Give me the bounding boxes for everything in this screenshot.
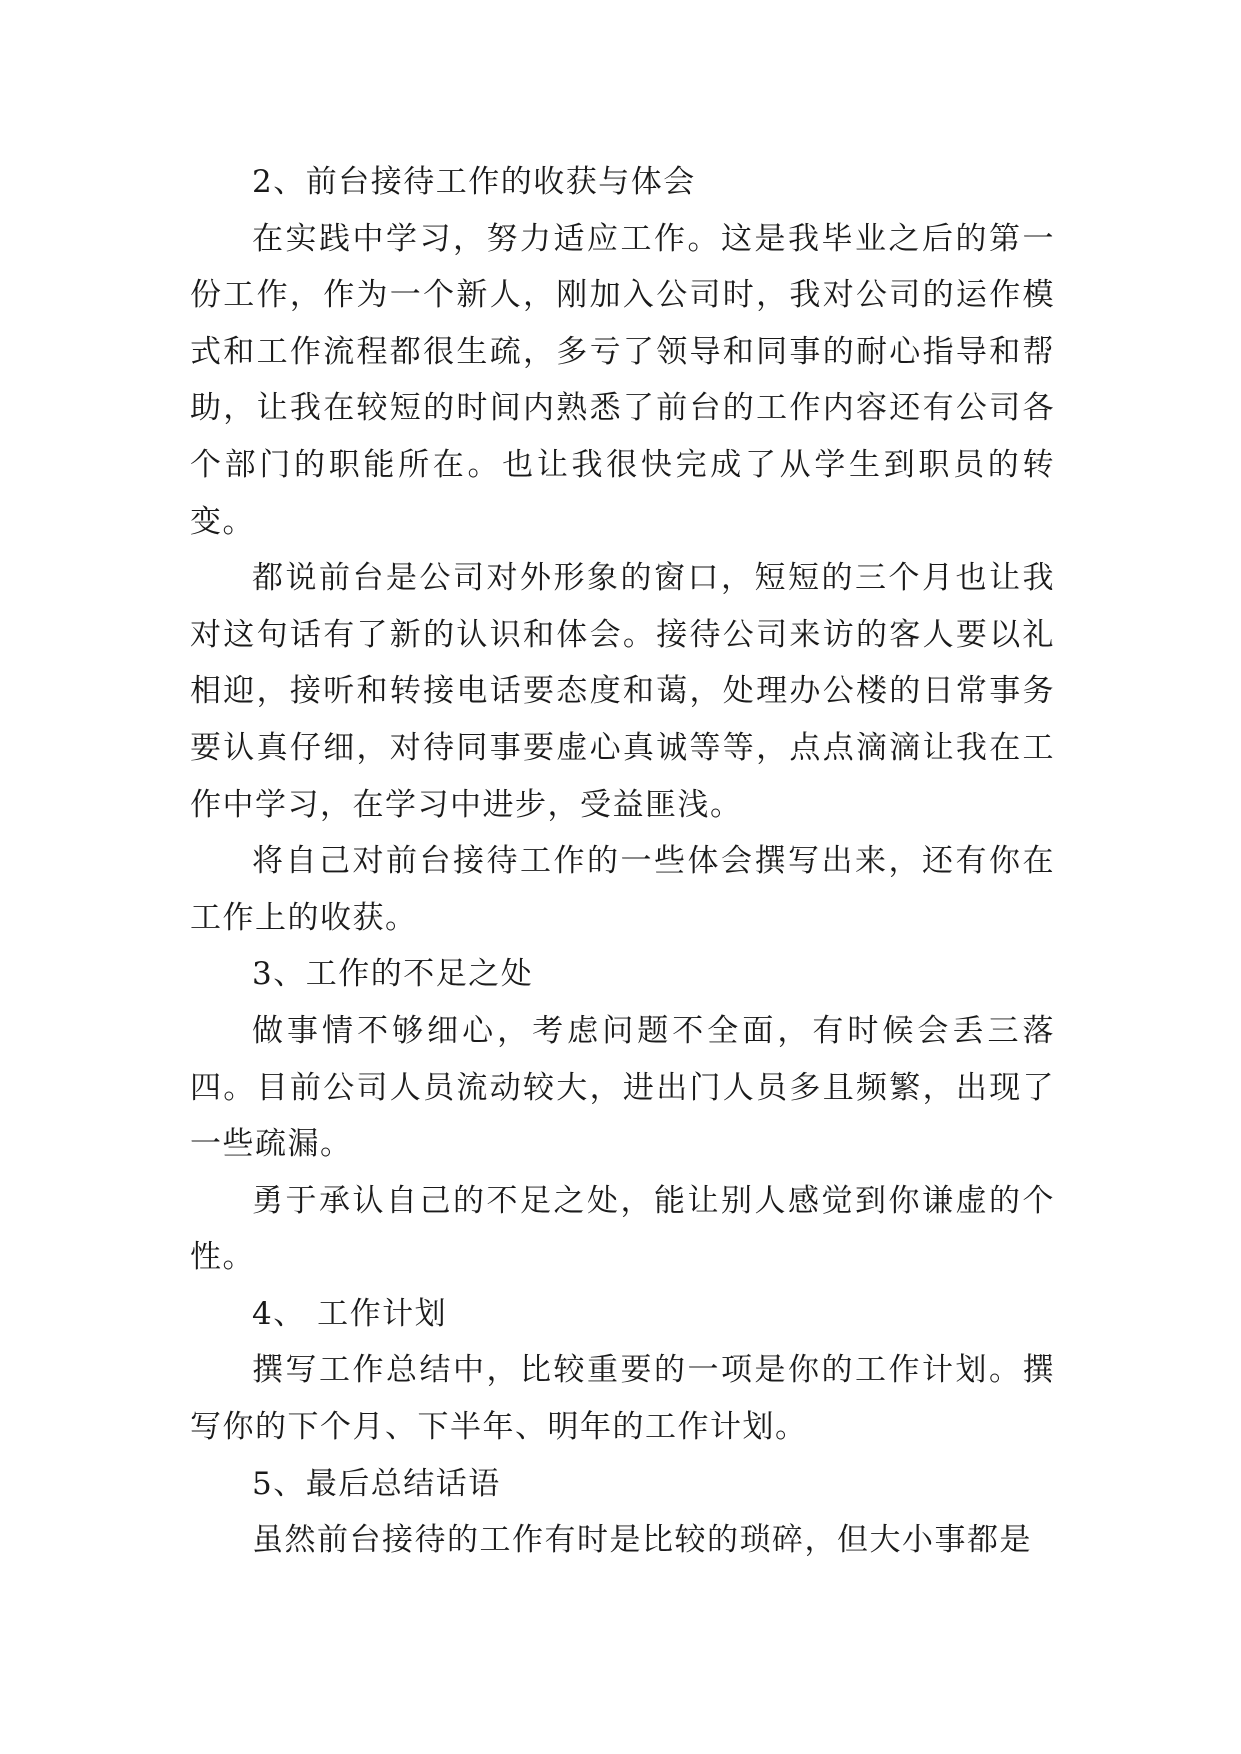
section-heading-5: 5、最后总结话语 [252, 1465, 501, 1502]
paragraph-final-summary: 虽然前台接待的工作有时是比较的琐碎，但大小事都是 [252, 1522, 1032, 1559]
paragraph-write-experience: 将自己对前台接待工作的一些体会撰写出来，还有你在工作上的收获。 [190, 843, 1055, 936]
paragraph-front-desk-window: 都说前台是公司对外形象的窗口，短短的三个月也让我对这句话有了新的认识和体会。接待公司来访的客人要以礼相迎，接听和转接电话要态度和蔼，处理办公楼的日常事务要认真仔细，对待同事要虚心真诚等等，点点滴滴让我在工作中学习，在学习中进步，受益匪浅。 [190, 560, 1055, 823]
section-heading-4: 4、 工作计划 [252, 1295, 448, 1332]
paragraph-practice-learning: 在实践中学习，努力适应工作。这是我毕业之后的第一份工作，作为一个新人，刚加入公司时，我对公司的运作模式和工作流程都很生疏，多亏了领导和同事的耐心指导和帮助，让我在较短的时间内熟悉了前台的工作内容还有公司各个部门的职能所在。也让我很快完成了从学生到职员的转变。 [190, 220, 1055, 540]
paragraph-admit-shortcomings: 勇于承认自己的不足之处，能让别人感觉到你谦虚的个性。 [190, 1182, 1055, 1276]
document-body [190, 154, 1055, 1569]
section-heading-3: 3、工作的不足之处 [252, 956, 534, 993]
section-heading-2: 2、前台接待工作的收获与体会 [252, 164, 696, 200]
paragraph-work-plan: 撰写工作总结中，比较重要的一项是你的工作计划。撰写你的下个月、下半年、明年的工作计划。 [190, 1352, 1055, 1446]
paragraph-shortcomings: 做事情不够细心，考虑问题不全面，有时候会丢三落四。目前公司人员流动较大，进出门人员多且频繁，出现了一些疏漏。 [190, 1012, 1055, 1163]
